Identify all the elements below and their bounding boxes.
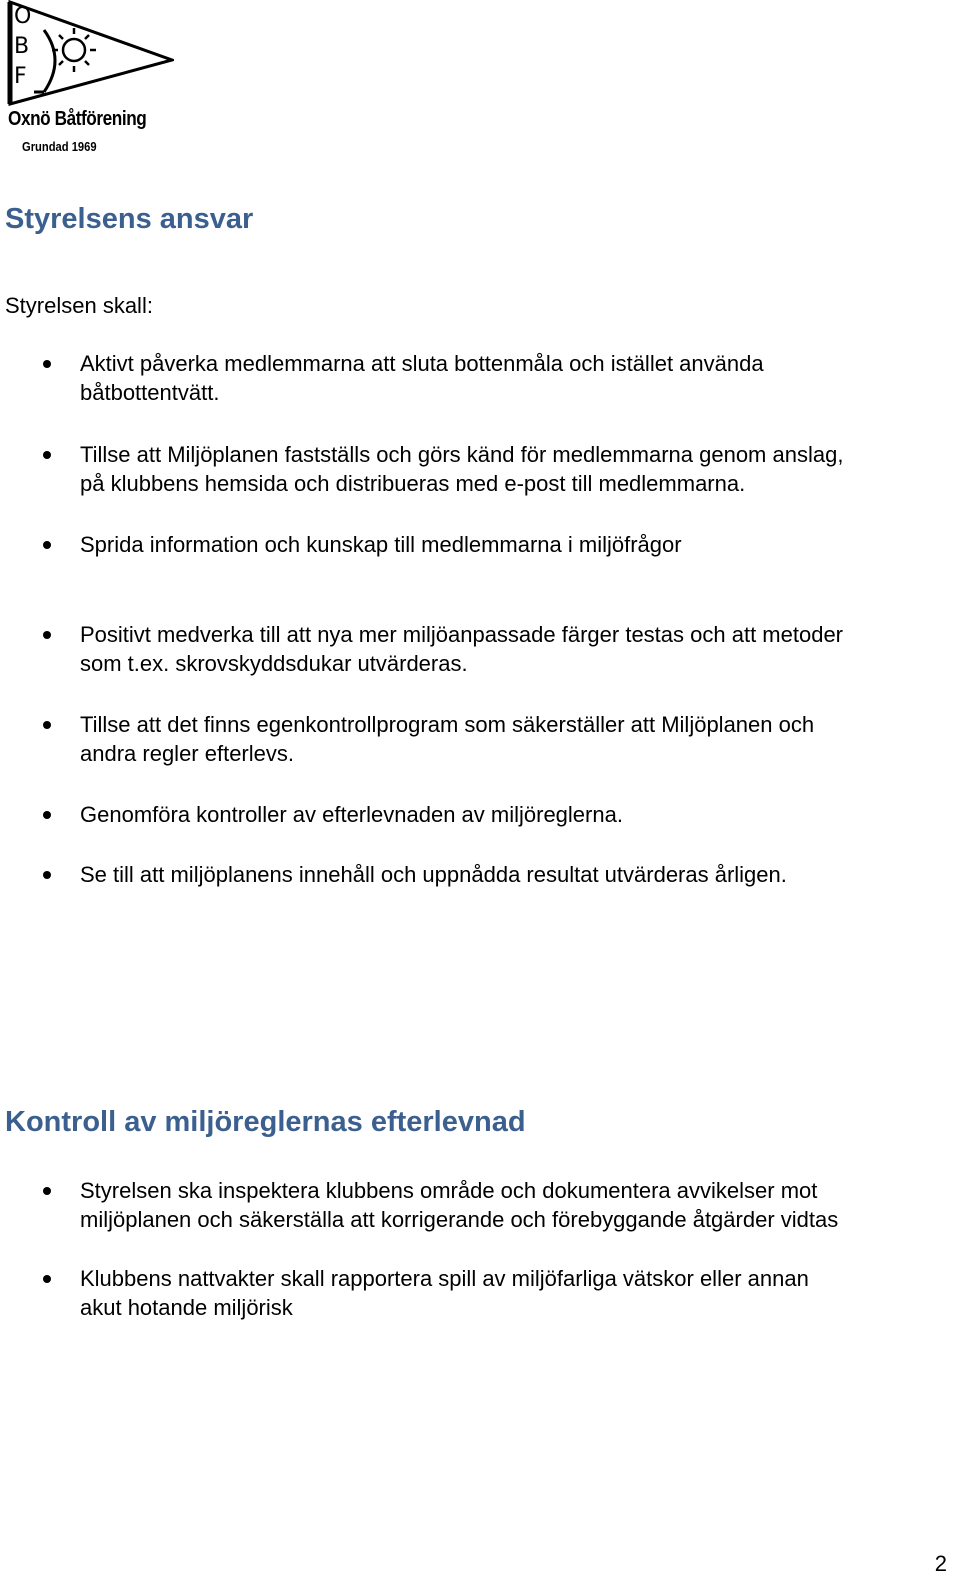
bullet-icon bbox=[43, 1187, 51, 1195]
bullet-icon bbox=[43, 360, 51, 368]
bullet-icon bbox=[43, 721, 51, 729]
logo-club-name: Oxnö Båtförening bbox=[8, 108, 147, 130]
bullet-icon bbox=[43, 631, 51, 639]
section-heading-compliance-control: Kontroll av miljöreglernas efterlevnad bbox=[5, 1106, 526, 1138]
list-item-text: Tillse att Miljöplanen fastställs och görs känd för medlemmarna genom anslag, på klubbens hemsida och distribueras med e-post till medlemmarna. bbox=[80, 442, 844, 496]
logo-letter-b: B bbox=[14, 34, 30, 59]
list-item-text: Aktivt påverka medlemmarna att sluta bottenmåla och istället använda båtbottentvätt. bbox=[80, 351, 764, 405]
logo-founded: Grundad 1969 bbox=[22, 139, 97, 154]
page-number: 2 bbox=[934, 1551, 947, 1576]
list-item-text: Tillse att det finns egenkontrollprogram som säkerställer att Miljöplanen och andra regler efterlevs. bbox=[80, 712, 815, 766]
bullet-icon bbox=[43, 541, 51, 549]
section-heading-board-responsibility: Styrelsens ansvar bbox=[5, 203, 254, 235]
bullet-icon bbox=[43, 1275, 51, 1283]
bullet-icon bbox=[43, 871, 51, 879]
logo-letter-f: F bbox=[14, 64, 27, 89]
list-item-text: Styrelsen ska inspektera klubbens område och dokumentera avvikelser mot miljöplanen och säkerställa att korrigerande och förebyggande åtgärder vidtas bbox=[80, 1178, 839, 1232]
list-item-text: Genomföra kontroller av efterlevnaden av miljöreglerna. bbox=[80, 802, 623, 827]
list-item-text: Positivt medverka till att nya mer miljöanpassade färger testas och att metoder som t.ex. skrovskyddsdukar utvärderas. bbox=[80, 622, 844, 676]
bullet-icon bbox=[43, 811, 51, 819]
list-item-text: Klubbens nattvakter skall rapportera spill av miljöfarliga vätskor eller annan akut hotande miljörisk bbox=[80, 1266, 809, 1320]
list-item-text: Se till att miljöplanens innehåll och uppnådda resultat utvärderas årligen. bbox=[80, 862, 787, 887]
logo-letter-o: O bbox=[14, 4, 32, 29]
list-item-text: Sprida information och kunskap till medlemmarna i miljöfrågor bbox=[80, 532, 682, 557]
bullet-icon bbox=[43, 451, 51, 459]
section-intro: Styrelsen skall: bbox=[5, 293, 153, 318]
